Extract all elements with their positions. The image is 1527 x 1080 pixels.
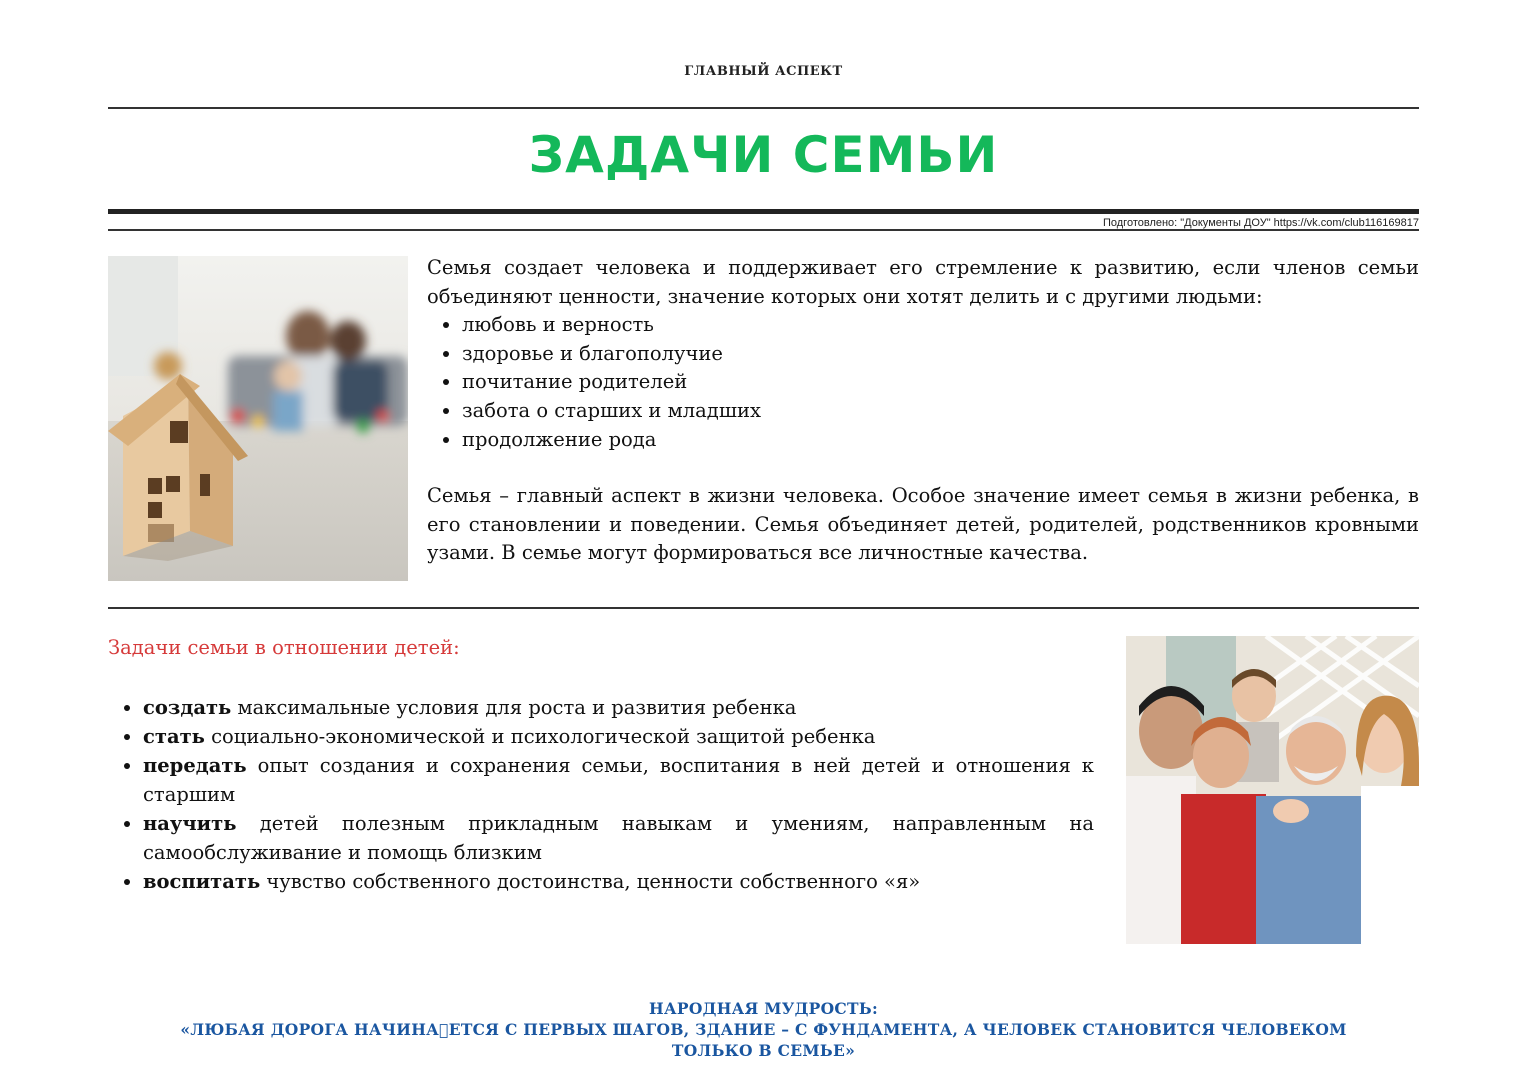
values-list	[427, 311, 1419, 454]
folk-wisdom	[150, 998, 1377, 1061]
task-verb: стать	[143, 725, 205, 748]
task-item	[143, 809, 1094, 867]
section-divider	[108, 607, 1419, 609]
task-verb: воспитать	[143, 870, 261, 893]
tasks-heading: Задачи семьи в отношении детей:	[108, 636, 460, 659]
task-verb: передать	[143, 754, 247, 777]
task-item	[143, 867, 1094, 896]
tasks-block	[108, 693, 1094, 896]
title-rule-thick	[108, 209, 1419, 214]
family-paragraph: Семья – главный аспект в жизни человека. Особое значение имеет семья в жизни ребенка, в его становлении и поведении. Семья объединяет детей, родителей, родственников кровными узами. В семье могут формироваться все личностные качества.	[427, 484, 1419, 565]
task-item	[143, 751, 1094, 809]
house-family-photo	[108, 256, 408, 581]
task-item	[143, 722, 1094, 751]
task-verb: создать	[143, 696, 232, 719]
list-item: • почитание родителей	[462, 368, 1419, 397]
list-item: • здоровье и благополучие	[462, 340, 1419, 369]
list-item: • продолжение рода	[462, 426, 1419, 455]
wisdom-label: НАРОДНАЯ МУДРОСТЬ:	[649, 999, 878, 1018]
intro-paragraph: Семья создает человека и поддерживает его стремление к развитию, если членов семьи объединяют ценности, значение которых они хотят делить и с другими людьми:	[427, 256, 1419, 308]
task-text: максимальные условия для роста и развития ребенка	[231, 696, 797, 719]
family-group-photo	[1126, 636, 1419, 944]
wisdom-quote-line: ТОЛЬКО В СЕМЬЕ»	[671, 1041, 856, 1060]
task-text: социально-экономической и психологической защитой ребенка	[204, 725, 876, 748]
list-item: • любовь и верность	[462, 311, 1419, 340]
wisdom-quote-line: «ЛЮБАЯ ДОРОГА НАЧИНА ЕТСЯ С ПЕРВЫХ ШАГОВ, ЗДАНИЕ – С ФУНДАМЕНТА, А ЧЕЛОВЕК СТАНОВИТСЯ ЧЕЛОВЕКОМ	[180, 1020, 1347, 1039]
tasks-list	[108, 693, 1094, 896]
list-item: • забота о старших и младших	[462, 397, 1419, 426]
task-item	[143, 693, 1094, 722]
task-text: чувство собственного достоинства, ценности собственного «я»	[260, 870, 921, 893]
task-text: опыт создания и сохранения семьи, воспитания в ней детей и отношения к старшим	[143, 754, 1094, 806]
task-verb: научить	[143, 812, 237, 835]
intro-text-block	[427, 254, 1419, 568]
kicker: ГЛАВНЫЙ АСПЕКТ	[684, 64, 843, 79]
title-rule-thin	[108, 229, 1419, 231]
credit-line: Подготовлено: "Документы ДОУ" https://vk.com/club116169817	[1102, 217, 1419, 229]
page-title: ЗАДАЧИ СЕМЬИ	[528, 126, 999, 184]
top-rule	[108, 107, 1419, 109]
task-text: детей полезным прикладным навыкам и умениям, направленным на самообслуживание и помощь близким	[143, 812, 1094, 864]
